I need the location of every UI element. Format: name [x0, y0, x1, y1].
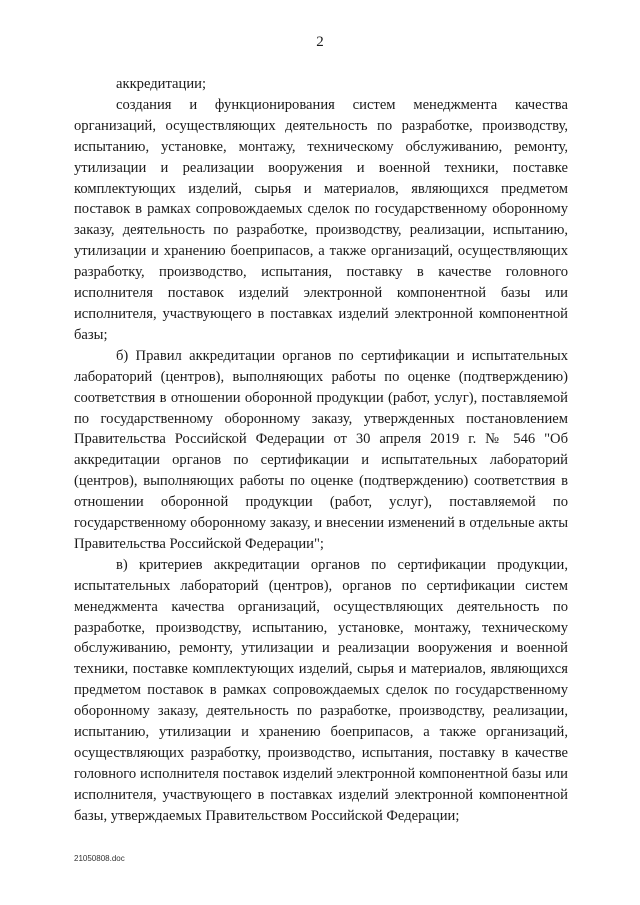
footer-filename: 21050808.doc — [74, 854, 125, 863]
document-body — [74, 74, 568, 827]
paragraph-accreditation-end: аккредитации; — [116, 76, 206, 92]
paragraph-quality-systems: создания и функционирования систем менеджмента качества организаций, осуществляющих деятельность по разработке, производству, испытанию, установке, монтажу, техническому обслуживанию, ремонту, утилизации и реализации вооружения и военной техники, поставке комплектующих изделий, сырья и материалов, являющихся предметом поставок в рамках сопровождаемых сделок по государственному оборонному заказу, деятельность по разработке, производству, реализации, испытанию, утилизации и хранению боеприпасов, а также организаций, осуществляющих разработку, производство, испытания, поставку в качестве головного исполнителя поставок изделий электронной компонентной базы или исполнителя, участвующего в поставках изделий электронной компонентной базы; — [74, 96, 568, 343]
paragraph-item-b: б) Правил аккредитации органов по сертификации и испытательных лабораторий (центров), выполняющих работы по оценке (подтверждению) соответствия в отношении оборонной продукции (работ, услуг), поставляемой по государственному оборонному заказу, утвержденных постановлением Правительства Российской Федерации от 30 апреля 2019 г. № 546 "Об аккредитации органов по сертификации и испытательных лабораторий (центров), выполняющих работы по оценке (подтверждению) соответствия в отношении оборонной продукции (работ, услуг), поставляемой по государственному оборонному заказу, и внесении изменений в отдельные акты Правительства Российской Федерации"; — [74, 347, 568, 552]
paragraph-item-v: в) критериев аккредитации органов по сертификации продукции, испытательных лабораторий (центров), органов по сертификации систем менеджмента качества организаций, осуществляющих деятельность по разработке, производству, испытанию, установке, монтажу, техническому обслуживанию, ремонту, утилизации и реализации вооружения и военной техники, поставке комплектующих изделий, сырья и материалов, являющихся предметом поставок в рамках сопровождаемых сделок по государственному оборонному заказу, деятельность по разработке, производству, реализации, испытанию, утилизации и хранению боеприпасов, а также организаций, осуществляющих разработку, производство, испытания, поставку в качестве головного исполнителя поставок изделий электронной компонентной базы или исполнителя, участвующего в поставках изделий электронной компонентной базы, утверждаемых Правительством Российской Федерации; — [74, 556, 568, 824]
page-number: 2 — [316, 34, 324, 50]
